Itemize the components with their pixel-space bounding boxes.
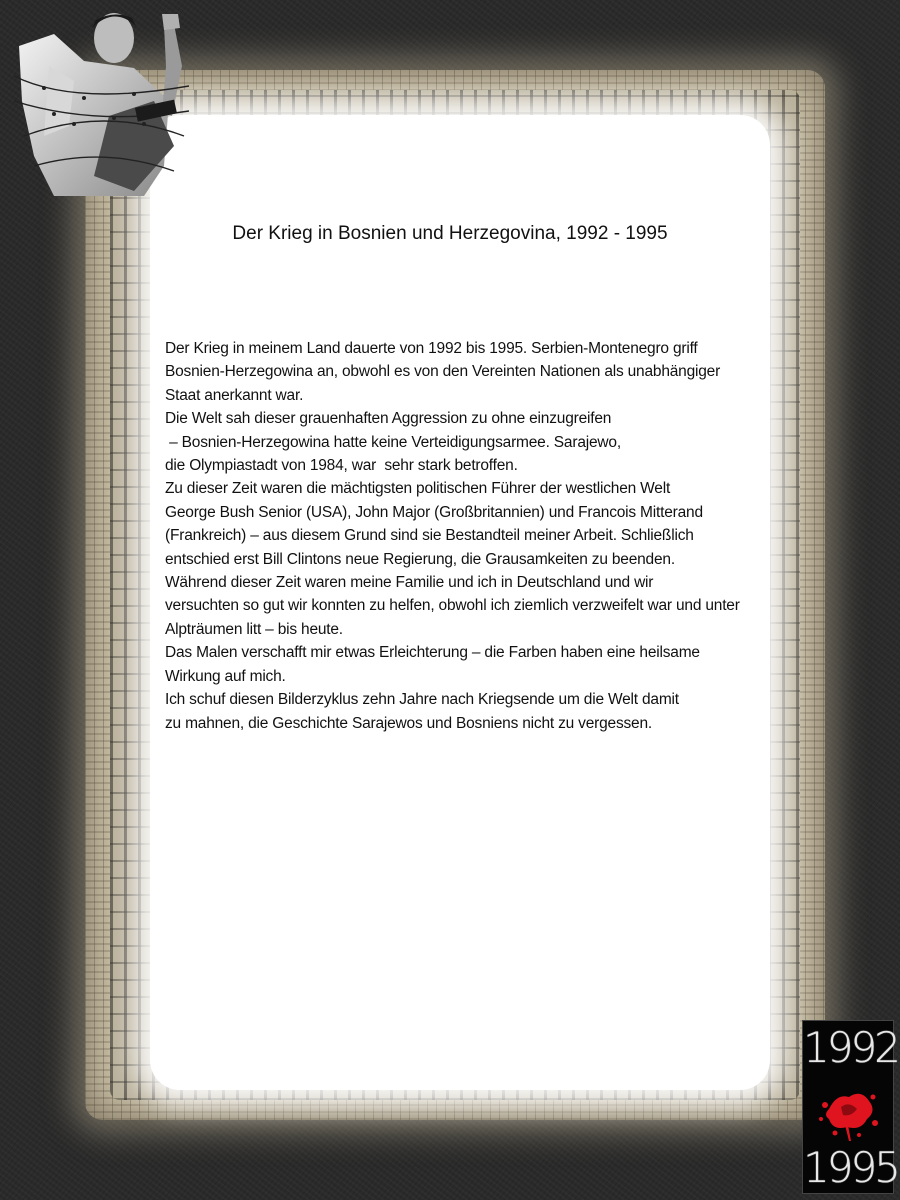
body-line: Während dieser Zeit waren meine Familie und ich in Deutschland und wir [165, 574, 654, 592]
body-line: Zu dieser Zeit waren die mächtigsten politischen Führer der westlichen Welt [165, 480, 671, 498]
body-line: Wirkung auf mich. [165, 667, 286, 685]
body-line: Staat anerkannt war. [165, 386, 304, 404]
body-line: Die Welt sah dieser grauenhaften Aggression zu ohne einzugreifen [165, 410, 612, 428]
body-line: Ich schuf diesen Bilderzyklus zehn Jahre nach Kriegsende um die Welt damit [165, 691, 679, 709]
body-line: versuchten so gut wir konnten zu helfen, obwohl ich ziemlich verzweifelt war und unter [165, 597, 740, 615]
body-line: die Olympiastadt von 1984, war sehr stark betroffen. [165, 457, 518, 475]
body-line: – Bosnien-Herzegowina hatte keine Verteidigungsarmee. Sarajewo, [165, 433, 621, 451]
document-body [165, 337, 790, 735]
body-line: (Frankreich) – aus diesem Grund sind sie Bestandteil meiner Arbeit. Schließlich [165, 527, 694, 545]
body-line: entschied erst Bill Clintons neue Regierung, die Grausamkeiten zu beenden. [165, 550, 675, 568]
body-line: George Bush Senior (USA), John Major (Großbritannien) und Francois Mitterand [165, 503, 703, 521]
body-line: Alpträumen litt – bis heute. [165, 620, 343, 638]
red-rose-icon [815, 1085, 881, 1143]
year-end: 1995 [803, 1143, 898, 1192]
year-badge [802, 1020, 898, 1194]
body-line: Der Krieg in meinem Land dauerte von 1992 bis 1995. Serbien-Montenegro griff [165, 340, 698, 357]
document-title: Der Krieg in Bosnien und Herzegovina, 1992 - 1995 [232, 223, 668, 244]
barbed-wire-figure-photo [14, 6, 189, 196]
body-line: Bosnien-Herzegowina an, obwohl es von den Vereinten Nationen als unabhängiger [165, 363, 721, 381]
body-line: Das Malen verschafft mir etwas Erleichterung – die Farben haben eine heilsame [165, 644, 700, 662]
body-line: zu mahnen, die Geschichte Sarajewos und Bosniens nicht zu vergessen. [165, 714, 652, 732]
year-start: 1992 [803, 1023, 898, 1072]
